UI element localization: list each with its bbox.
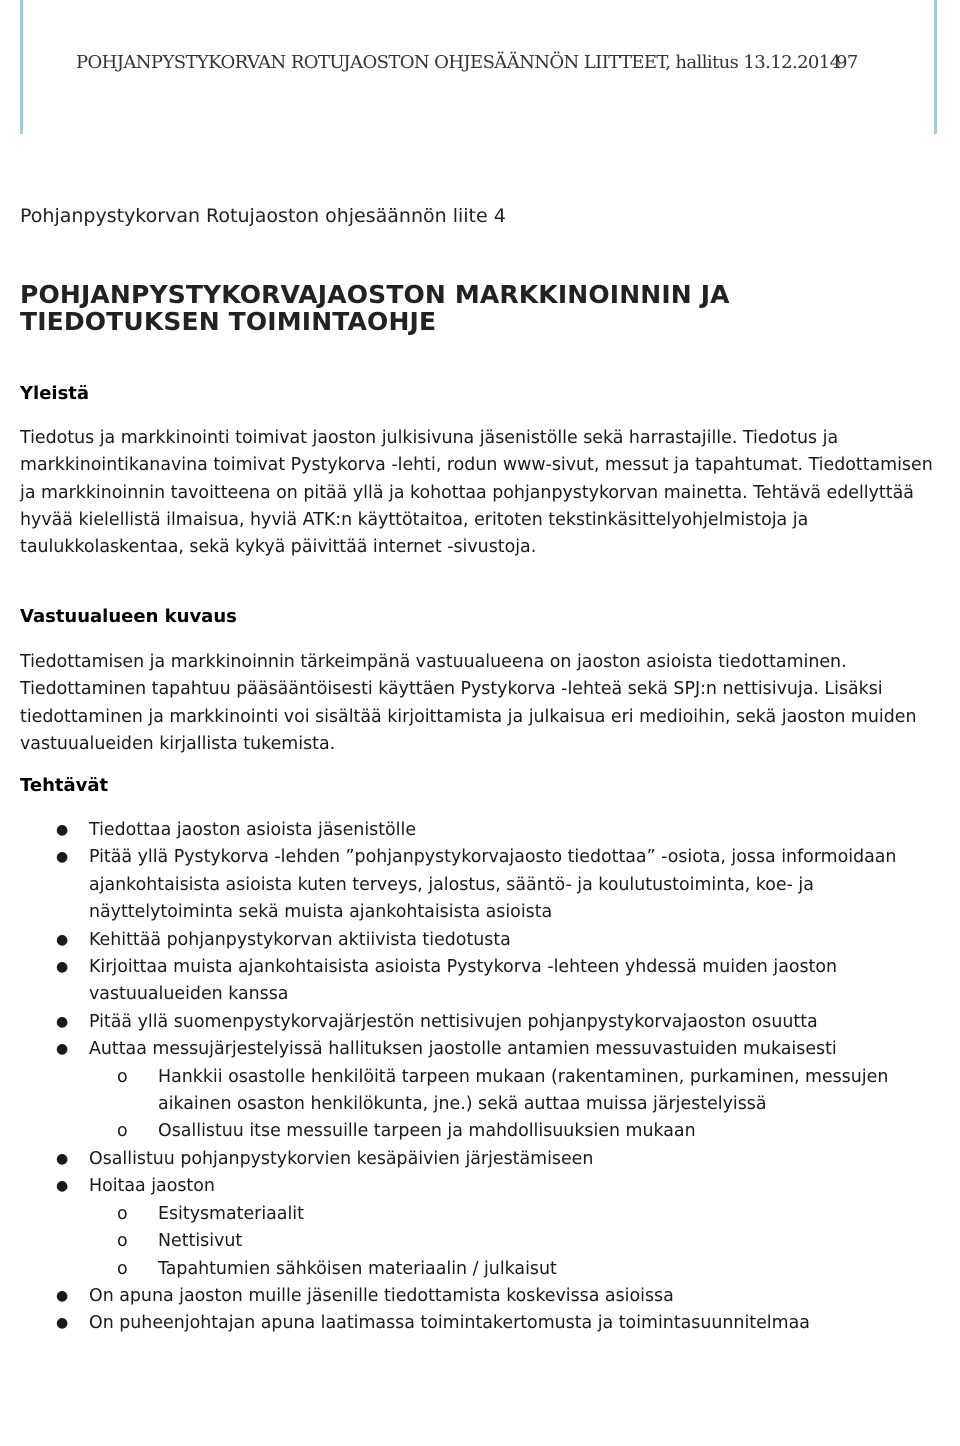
- task-subitem-text: Nettisivut: [158, 1231, 243, 1252]
- task-list-item: [20, 1036, 940, 1146]
- circle-bullet-icon: o: [117, 1231, 128, 1252]
- task-text: Osallistuu pohjanpystykorvien kesäpäivien järjestämiseen: [89, 1148, 594, 1169]
- section-heading-responsibility: Vastuualueen kuvaus: [20, 606, 237, 627]
- task-list-item: [20, 1283, 940, 1310]
- bullet-icon: ●: [56, 959, 69, 976]
- task-text: Pitää yllä Pystykorva -lehden ”pohjanpystykorvajaosto tiedottaa” -osiota, jossa informoidaan ajankohtaisista asioista kuten terveys, jalostus, sääntö- ja koulutustoiminta, koe- ja näyttelytoiminta sekä muista ajankohtaisista asioista: [89, 847, 897, 923]
- paragraph: Tiedottamisen ja markkinoinnin tärkeimpänä vastuualueena on jaoston asioista tiedottaminen. Tiedottaminen tapahtuu pääsääntöisesti käyttäen Pystykorva -lehteä sekä SPJ:n nettisivuja. Lisäksi tiedottaminen ja markkinointi voi sisältää kirjoittamista ja julkaisua eri medioihin, sekä jaoston muiden vastuualueiden kirjallista tukemista.: [20, 652, 917, 754]
- bullet-icon: ●: [56, 1013, 69, 1030]
- task-list-item: [20, 1009, 940, 1036]
- task-list-item: [20, 844, 940, 926]
- section-text-general: [20, 425, 940, 561]
- bullet-icon: ●: [56, 1315, 69, 1332]
- header-left-rule: [20, 0, 23, 134]
- task-text: Pitää yllä suomenpystykorvajärjestön nettisivujen pohjanpystykorvajaoston osuutta: [89, 1011, 818, 1032]
- task-subitem: [89, 1064, 940, 1119]
- section-heading-general: Yleistä: [20, 383, 90, 404]
- task-text: Kirjoittaa muista ajankohtaisista asioista Pystykorva -lehteen yhdessä muiden jaoston vastuualueiden kanssa: [89, 957, 838, 1005]
- circle-bullet-icon: o: [117, 1066, 128, 1087]
- task-subitem: [89, 1228, 940, 1255]
- task-subitem: [89, 1118, 940, 1145]
- bullet-icon: ●: [56, 1150, 69, 1167]
- task-list-item: [20, 1173, 940, 1283]
- task-list-item: [20, 1146, 940, 1173]
- circle-bullet-icon: o: [117, 1258, 128, 1279]
- bullet-icon: ●: [56, 849, 69, 866]
- task-list-item: [20, 1310, 940, 1337]
- task-text: Kehittää pohjanpystykorvan aktiivista tiedotusta: [89, 929, 511, 950]
- bullet-icon: ●: [56, 1287, 69, 1304]
- task-sublist: [89, 1201, 940, 1283]
- task-list: [20, 817, 940, 1338]
- task-list-item: [20, 927, 940, 954]
- task-list-item: [20, 817, 940, 844]
- task-text: Tiedottaa jaoston asioista jäsenistölle: [89, 820, 417, 840]
- task-sublist: [89, 1064, 940, 1146]
- section-text-responsibility: [20, 649, 940, 758]
- header-right-rule: [934, 0, 937, 134]
- task-list-item: [20, 954, 940, 1009]
- circle-bullet-icon: o: [117, 1121, 128, 1142]
- task-subitem-text: Esitysmateriaalit: [158, 1203, 304, 1224]
- task-subitem: [89, 1201, 940, 1228]
- running-title: POHJANPYSTYKORVAN ROTUJAOSTON OHJESÄÄNNÖN LIITTEET, hallitus 13.12.2014: [76, 52, 841, 73]
- bullet-icon: ●: [56, 822, 69, 838]
- task-text: On apuna jaoston muille jäsenille tiedottamista koskevissa asioissa: [89, 1285, 674, 1306]
- task-subitem-text: Tapahtumien sähköisen materiaalin / julkaisut: [158, 1258, 557, 1279]
- bullet-icon: ●: [56, 931, 69, 948]
- document-subtitle: Pohjanpystykorvan Rotujaoston ohjesäännön liite 4: [20, 205, 506, 227]
- page-header: [0, 0, 960, 134]
- bullet-icon: ●: [56, 1178, 69, 1195]
- paragraph: Tiedotus ja markkinointi toimivat jaoston julkisivuna jäsenistölle sekä harrastajille. Tiedotus ja markkinointikanavina toimivat Pystykorva -lehti, rodun www-sivut, messut ja tapahtumat. Tiedottamisen ja markkinoinnin tavoitteena on pitää yllä ja kohottaa pohjanpystykorvan mainetta. Tehtävä edellyttää hyvää kielellistä ilmaisua, hyviä ATK:n käyttötaitoa, eritoten tekstinkäsittelyohjelmistoja ja taulukkolaskentaa, sekä kykyä päivittää internet -sivustoja.: [20, 428, 933, 558]
- document-title: POHJANPYSTYKORVAJAOSTON MARKKINOINNIN JA TIEDOTUKSEN TOIMINTAOHJE: [20, 280, 730, 336]
- bullet-icon: ●: [56, 1041, 69, 1058]
- running-header: [76, 52, 840, 73]
- section-heading-tasks: Tehtävät: [20, 775, 109, 796]
- task-subitem-text: Hankkii osastolle henkilöitä tarpeen mukaan (rakentaminen, purkaminen, messujen aikainen osaston henkilökunta, jne.) sekä auttaa muissa järjestelyissä: [158, 1066, 889, 1115]
- task-text: On puheenjohtajan apuna laatimassa toimintakertomusta ja toimintasuunnitelmaa: [89, 1313, 810, 1334]
- task-text: Auttaa messujärjestelyissä hallituksen jaostolle antamien messuvastuiden mukaisesti: [89, 1039, 837, 1060]
- task-subitem: [89, 1256, 940, 1283]
- page-number: 97: [836, 52, 858, 73]
- task-text: Hoitaa jaoston: [89, 1176, 215, 1197]
- circle-bullet-icon: o: [117, 1203, 128, 1224]
- task-subitem-text: Osallistuu itse messuille tarpeen ja mahdollisuuksien mukaan: [158, 1121, 696, 1142]
